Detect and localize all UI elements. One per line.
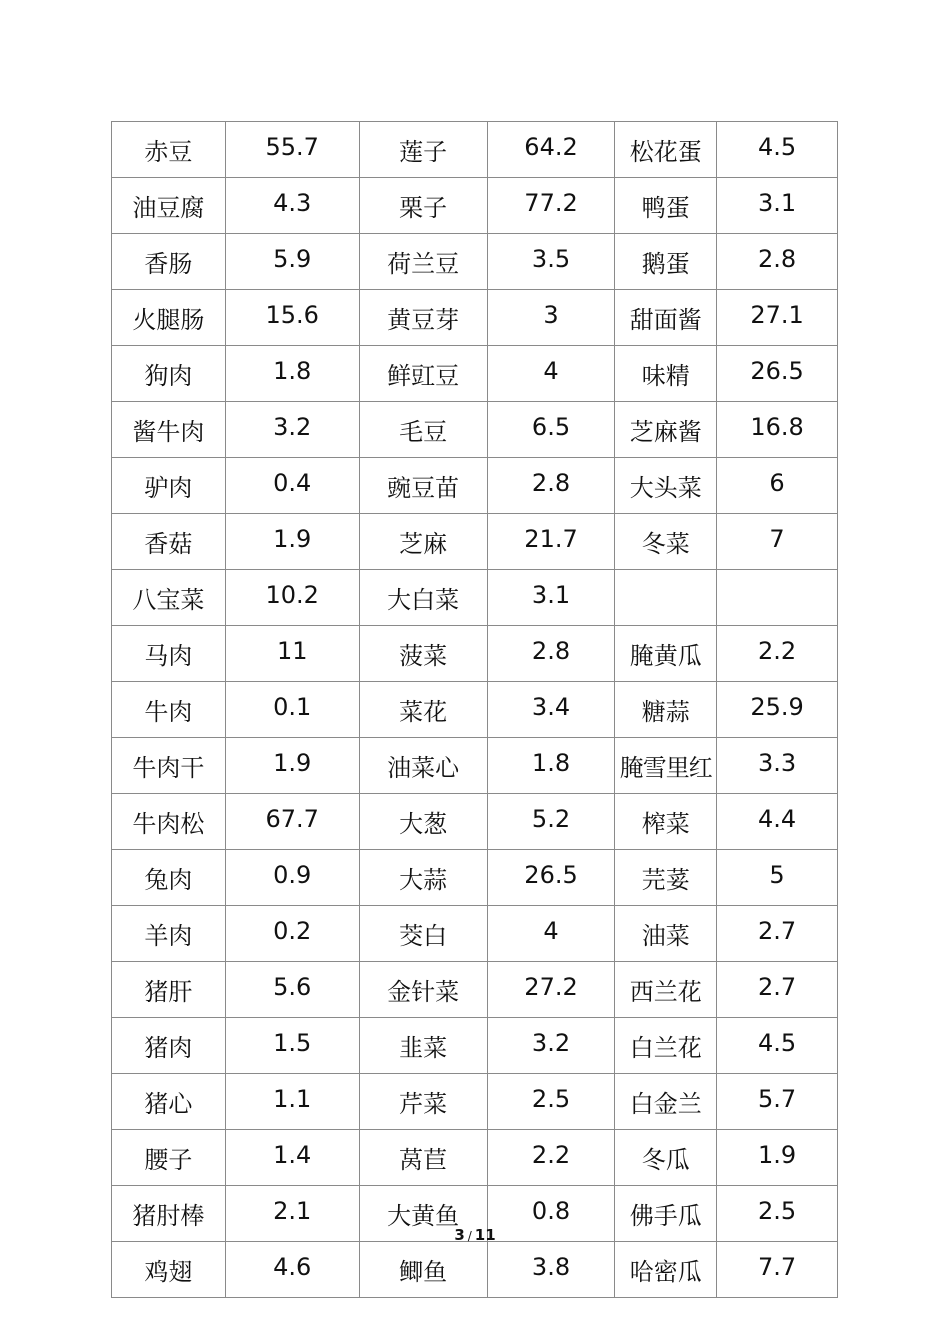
- food-name-cell: 芫荽: [615, 850, 717, 906]
- value-cell: 4: [487, 346, 615, 402]
- table-row: [112, 178, 838, 234]
- value-cell: 6: [717, 458, 838, 514]
- food-name-cell: 西兰花: [615, 962, 717, 1018]
- food-name-cell: 菠菜: [359, 626, 487, 682]
- value-cell: 2.7: [717, 906, 838, 962]
- value-cell: 0.8: [487, 1186, 615, 1242]
- food-name-cell: 赤豆: [112, 122, 226, 178]
- food-name-cell: 香肠: [112, 234, 226, 290]
- value-cell: 1.9: [225, 514, 359, 570]
- value-cell: 21.7: [487, 514, 615, 570]
- value-cell: 10.2: [225, 570, 359, 626]
- value-cell: 11: [225, 626, 359, 682]
- table-row: [112, 122, 838, 178]
- page-number: [0, 1226, 950, 1244]
- food-name-cell: 兔肉: [112, 850, 226, 906]
- value-cell: 3.2: [487, 1018, 615, 1074]
- value-cell: 2.2: [717, 626, 838, 682]
- value-cell: 5: [717, 850, 838, 906]
- food-name-cell: 油豆腐: [112, 178, 226, 234]
- value-cell: 4.3: [225, 178, 359, 234]
- food-name-cell: 猪肉: [112, 1018, 226, 1074]
- value-cell: 16.8: [717, 402, 838, 458]
- value-cell: 27.1: [717, 290, 838, 346]
- food-name-cell: 驴肉: [112, 458, 226, 514]
- table-row: [112, 1018, 838, 1074]
- table-row: [112, 402, 838, 458]
- food-name-cell: 酱牛肉: [112, 402, 226, 458]
- value-cell: 3.5: [487, 234, 615, 290]
- value-cell: 2.8: [487, 458, 615, 514]
- table-row: [112, 1242, 838, 1298]
- food-name-cell: 松花蛋: [615, 122, 717, 178]
- value-cell: 3.1: [717, 178, 838, 234]
- value-cell: 64.2: [487, 122, 615, 178]
- value-cell: 2.5: [717, 1186, 838, 1242]
- food-name-cell: 牛肉松: [112, 794, 226, 850]
- table-row: [112, 514, 838, 570]
- value-cell: 2.7: [717, 962, 838, 1018]
- food-name-cell: 大白菜: [359, 570, 487, 626]
- value-cell: 67.7: [225, 794, 359, 850]
- food-name-cell: 芹菜: [359, 1074, 487, 1130]
- value-cell: 0.4: [225, 458, 359, 514]
- food-name-cell: 芝麻酱: [615, 402, 717, 458]
- value-cell: 2.8: [717, 234, 838, 290]
- food-name-cell: 鸭蛋: [615, 178, 717, 234]
- food-name-cell: 金针菜: [359, 962, 487, 1018]
- food-name-cell: 猪肘棒: [112, 1186, 226, 1242]
- food-name-cell: 芝麻: [359, 514, 487, 570]
- value-cell: 7.7: [717, 1242, 838, 1298]
- food-name-cell: 榨菜: [615, 794, 717, 850]
- table-row: [112, 234, 838, 290]
- value-cell: 1.4: [225, 1130, 359, 1186]
- food-name-cell: 鲜豇豆: [359, 346, 487, 402]
- value-cell: 4.5: [717, 1018, 838, 1074]
- table-row: [112, 738, 838, 794]
- food-name-cell: 莲子: [359, 122, 487, 178]
- food-name-cell: 大蒜: [359, 850, 487, 906]
- food-name-cell: 香菇: [112, 514, 226, 570]
- value-cell: 26.5: [717, 346, 838, 402]
- total-page-count: 11: [474, 1226, 496, 1244]
- value-cell: 0.1: [225, 682, 359, 738]
- value-cell: 25.9: [717, 682, 838, 738]
- table-row: [112, 458, 838, 514]
- value-cell: 3: [487, 290, 615, 346]
- value-cell: 5.2: [487, 794, 615, 850]
- value-cell: 15.6: [225, 290, 359, 346]
- food-name-cell: 韭菜: [359, 1018, 487, 1074]
- value-cell: 2.1: [225, 1186, 359, 1242]
- food-name-cell: 狗肉: [112, 346, 226, 402]
- food-name-cell: 白兰花: [615, 1018, 717, 1074]
- food-table: [111, 121, 838, 1298]
- value-cell: 3.4: [487, 682, 615, 738]
- food-name-cell: 羊肉: [112, 906, 226, 962]
- food-name-cell: 鹅蛋: [615, 234, 717, 290]
- table-row: [112, 1074, 838, 1130]
- value-cell: 3.2: [225, 402, 359, 458]
- table-row: [112, 346, 838, 402]
- current-page-number: 3: [454, 1226, 465, 1244]
- value-cell: 77.2: [487, 178, 615, 234]
- value-cell: 4.5: [717, 122, 838, 178]
- food-table-body: [112, 122, 838, 1298]
- food-name-cell: 鸡翅: [112, 1242, 226, 1298]
- value-cell: 3.1: [487, 570, 615, 626]
- food-name-cell: 油菜: [615, 906, 717, 962]
- food-name-cell: 冬瓜: [615, 1130, 717, 1186]
- value-cell: 27.2: [487, 962, 615, 1018]
- value-cell: [717, 570, 838, 626]
- food-name-cell: 八宝菜: [112, 570, 226, 626]
- table-row: [112, 626, 838, 682]
- table-row: [112, 906, 838, 962]
- food-name-cell: 牛肉: [112, 682, 226, 738]
- value-cell: 0.2: [225, 906, 359, 962]
- value-cell: 3.8: [487, 1242, 615, 1298]
- value-cell: 7: [717, 514, 838, 570]
- value-cell: 1.9: [717, 1130, 838, 1186]
- food-name-cell: 佛手瓜: [615, 1186, 717, 1242]
- value-cell: 0.9: [225, 850, 359, 906]
- table-row: [112, 682, 838, 738]
- value-cell: 2.2: [487, 1130, 615, 1186]
- food-name-cell: 黄豆芽: [359, 290, 487, 346]
- value-cell: 1.8: [487, 738, 615, 794]
- value-cell: 1.8: [225, 346, 359, 402]
- food-name-cell: 鲫鱼: [359, 1242, 487, 1298]
- value-cell: 26.5: [487, 850, 615, 906]
- food-name-cell: 糖蒜: [615, 682, 717, 738]
- food-name-cell: 火腿肠: [112, 290, 226, 346]
- food-name-cell: 味精: [615, 346, 717, 402]
- table-row: [112, 1130, 838, 1186]
- food-name-cell: 荷兰豆: [359, 234, 487, 290]
- food-name-cell: 猪心: [112, 1074, 226, 1130]
- value-cell: 1.5: [225, 1018, 359, 1074]
- value-cell: 1.1: [225, 1074, 359, 1130]
- food-table-container: [111, 121, 838, 1298]
- food-name-cell: 猪肝: [112, 962, 226, 1018]
- food-name-cell: 大葱: [359, 794, 487, 850]
- food-name-cell: 白金兰: [615, 1074, 717, 1130]
- food-name-cell: 腰子: [112, 1130, 226, 1186]
- value-cell: 3.3: [717, 738, 838, 794]
- page-separator: /: [467, 1229, 472, 1243]
- food-name-cell: 冬菜: [615, 514, 717, 570]
- value-cell: 2.5: [487, 1074, 615, 1130]
- food-name-cell: 大黄鱼: [359, 1186, 487, 1242]
- value-cell: 55.7: [225, 122, 359, 178]
- value-cell: 4.6: [225, 1242, 359, 1298]
- food-name-cell: 大头菜: [615, 458, 717, 514]
- value-cell: 1.9: [225, 738, 359, 794]
- food-name-cell: 油菜心: [359, 738, 487, 794]
- value-cell: 5.6: [225, 962, 359, 1018]
- table-row: [112, 962, 838, 1018]
- table-row: [112, 570, 838, 626]
- table-row: [112, 290, 838, 346]
- food-name-cell: 牛肉干: [112, 738, 226, 794]
- value-cell: 4.4: [717, 794, 838, 850]
- value-cell: 2.8: [487, 626, 615, 682]
- food-name-cell: 马肉: [112, 626, 226, 682]
- value-cell: 5.7: [717, 1074, 838, 1130]
- food-name-cell: 腌黄瓜: [615, 626, 717, 682]
- value-cell: 6.5: [487, 402, 615, 458]
- food-name-cell: 莴苣: [359, 1130, 487, 1186]
- value-cell: 5.9: [225, 234, 359, 290]
- food-name-cell: 菜花: [359, 682, 487, 738]
- food-name-cell: 茭白: [359, 906, 487, 962]
- food-name-cell: 豌豆苗: [359, 458, 487, 514]
- table-row: [112, 850, 838, 906]
- value-cell: 4: [487, 906, 615, 962]
- food-name-cell: [615, 570, 717, 626]
- food-name-cell: 甜面酱: [615, 290, 717, 346]
- food-name-cell: 腌雪里红: [615, 738, 717, 794]
- food-name-cell: 哈密瓜: [615, 1242, 717, 1298]
- table-row: [112, 794, 838, 850]
- food-name-cell: 栗子: [359, 178, 487, 234]
- food-name-cell: 毛豆: [359, 402, 487, 458]
